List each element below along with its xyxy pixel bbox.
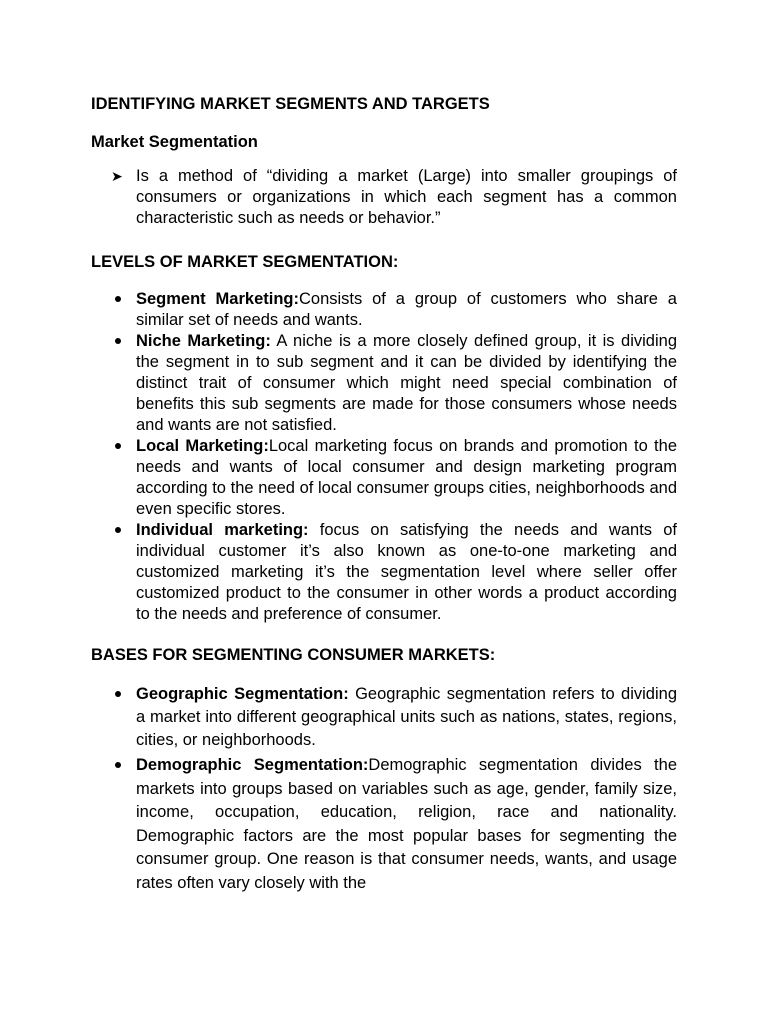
item-term: Niche Marketing: (136, 332, 271, 350)
item-text: Geographic segmentation refers to dividing a market into different geographical units such as nations, states, regions, cities, or neighborhoods. (136, 685, 677, 749)
list-item (136, 754, 677, 895)
section-heading-levels: LEVELS OF MARKET SEGMENTATION: (91, 253, 399, 271)
item-text: Demographic segmentation divides the markets into groups based on variables such as age, gender, family size, income, occupation, education, religion, race and nationality. Demographic factors are the most popular bases for segmenting the consumer group. One reason is that consumer needs, wants, and usage rates often vary closely with the (136, 756, 677, 892)
arrow-bullet-icon: ➤ (111, 168, 123, 184)
bullet-icon (113, 760, 123, 770)
bullet-icon (113, 689, 123, 699)
item-text: focus on satisfying the needs and wants of individual customer it’s also known as one-to-one marketing and customized marketing it’s the segmentation level where seller offer customized product to the consumer in other words a product according to the needs and preference of consumer. (136, 521, 677, 623)
bullet-icon (113, 525, 123, 535)
section-subtitle: Market Segmentation (91, 133, 258, 151)
bullet-icon (113, 441, 123, 451)
item-term: Geographic Segmentation: (136, 685, 349, 703)
list-item (136, 520, 677, 625)
bullet-icon (113, 336, 123, 346)
bullet-icon (113, 294, 123, 304)
item-text: Consists of a group of customers who share a similar set of needs and wants. (136, 290, 677, 329)
item-term: Demographic Segmentation: (136, 756, 369, 774)
section-heading-bases: BASES FOR SEGMENTING CONSUMER MARKETS: (91, 646, 496, 664)
list-item (136, 331, 677, 436)
definition-text: Is a method of “dividing a market (Large) into smaller groupings of consumers or organizations in which each segment has a common characteristic such as needs or behavior.” (136, 167, 677, 227)
item-term: Segment Marketing: (136, 290, 299, 308)
item-term: Local Marketing: (136, 437, 269, 455)
list-item (136, 683, 677, 752)
item-term: Individual marketing: (136, 521, 309, 539)
item-text: A niche is a more closely defined group, it is dividing the segment in to sub segment and it can be divided by identifying the distinct trait of consumer which might need special combination of benefits this sub segments are made for those consumers whose needs and wants are not satisfied. (136, 332, 677, 434)
document-title: IDENTIFYING MARKET SEGMENTS AND TARGETS (91, 95, 490, 113)
item-text: Local marketing focus on brands and promotion to the needs and wants of local consumer and design marketing program according to the need of local consumer groups cities, neighborhoods and even specific stores. (136, 437, 677, 518)
list-item (136, 289, 677, 331)
list-item (136, 436, 677, 520)
